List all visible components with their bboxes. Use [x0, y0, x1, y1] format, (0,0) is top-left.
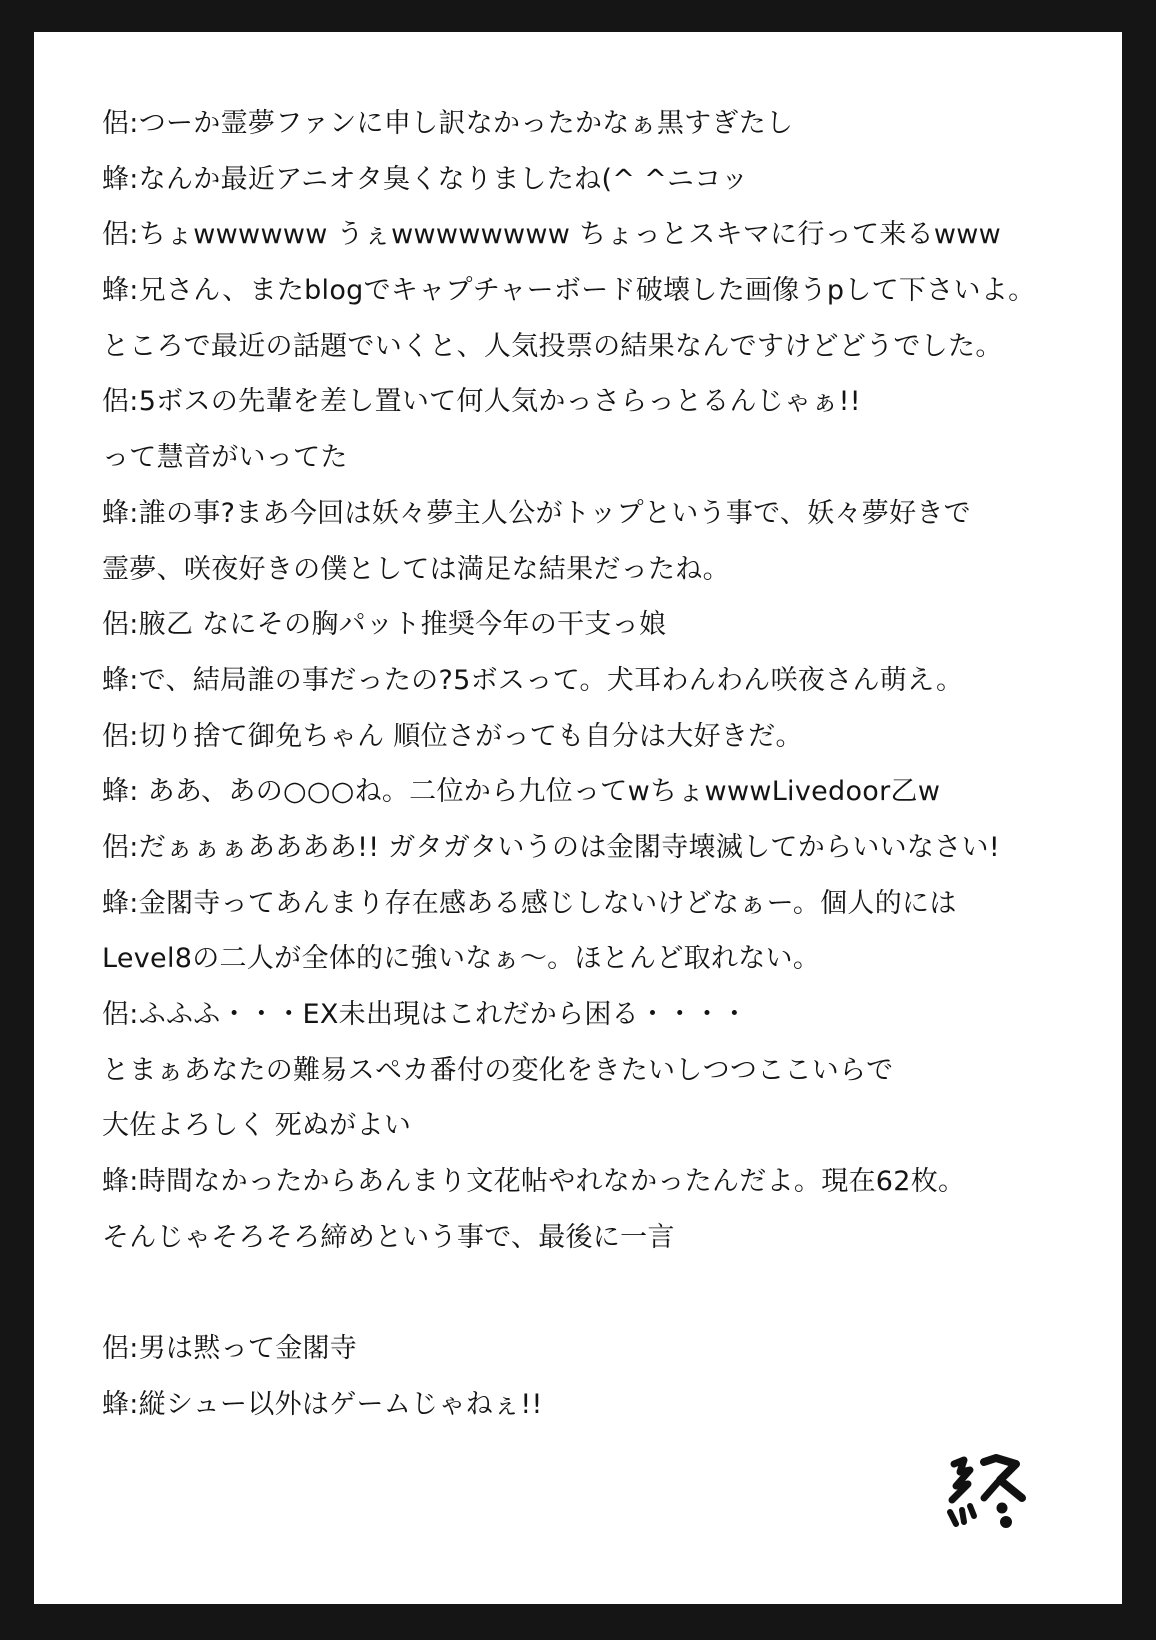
dialogue-line: って慧音がいってた: [102, 442, 348, 474]
dialogue-line: 侶:切り捨て御免ちゃん 順位さがっても自分は大好きだ。: [102, 720, 803, 752]
dialogue-line: 蜂:で、結局誰の事だったの?5ボスって。犬耳わんわん咲夜さん萌え。: [102, 664, 964, 696]
end-seal-icon: [940, 1454, 1030, 1534]
dialogue-line: 蜂: ああ、あの○○○ね。二位から九位ってwちょwwwLivedoor乙w: [102, 776, 941, 808]
paper-sheet: [34, 32, 1122, 1604]
dialogue-line: 蜂:金閣寺ってあんまり存在感ある感じしないけどなぁー。個人的には: [102, 887, 957, 919]
dialogue-line: 侶:ふふふ・・・EX未出現はこれだから困る・・・・: [102, 999, 749, 1030]
dialogue-line: 侶:男は黙って金閣寺: [102, 1333, 358, 1365]
dialogue-text: [102, 96, 1112, 1433]
dialogue-line: 蜂:なんか最近アニオタ臭くなりましたね(^ ^ニコッ: [102, 163, 749, 195]
dialogue-line: ところで最近の話題でいくと、人気投票の結果なんですけどどうでした。: [102, 330, 1003, 362]
dialogue-line: 大佐よろしく 死ぬがよい: [102, 1110, 412, 1142]
blank-line: [102, 1265, 1112, 1321]
dialogue-line: 侶:だぁぁぁああああ!! ガタガタいうのは金閣寺壊滅してからいいなさい!: [102, 831, 1000, 863]
dialogue-line: 蜂:縦シュー以外はゲームじゃねぇ!!: [102, 1388, 543, 1420]
dialogue-line: 侶:つーか霊夢ファンに申し訳なかったかなぁ黒すぎたし: [102, 108, 794, 139]
dialogue-line: そんじゃそろそろ締めという事で、最後に一言: [102, 1221, 675, 1253]
dialogue-line: とまぁあなたの難易スペカ番付の変化をきたいしつつここいらで: [102, 1054, 894, 1086]
dialogue-line: 侶:5ボスの先輩を差し置いて何人気かっさらっとるんじゃぁ!!: [102, 386, 861, 418]
dialogue-line: 蜂:兄さん、またblogでキャプチャーボード破壊した画像うpして下さいよ。: [102, 275, 1036, 307]
dialogue-line: 蜂:時間なかったからあんまり文花帖やれなかったんだよ。現在62枚。: [102, 1166, 966, 1198]
dialogue-line: 侶:腋乙 なにその胸パット推奨今年の干支っ娘: [102, 609, 667, 641]
dialogue-line: 蜂:誰の事?まあ今回は妖々夢主人公がトップという事で、妖々夢好きで: [102, 497, 971, 529]
dialogue-line: Level8の二人が全体的に強いなぁ〜。ほとんど取れない。: [102, 943, 821, 975]
dialogue-line: 霊夢、咲夜好きの僕としては満足な結果だったね。: [102, 553, 730, 585]
dialogue-line: 侶:ちょwwwwww うぇwwwwwwww ちょっとスキマに行って来るwww: [102, 219, 1002, 251]
